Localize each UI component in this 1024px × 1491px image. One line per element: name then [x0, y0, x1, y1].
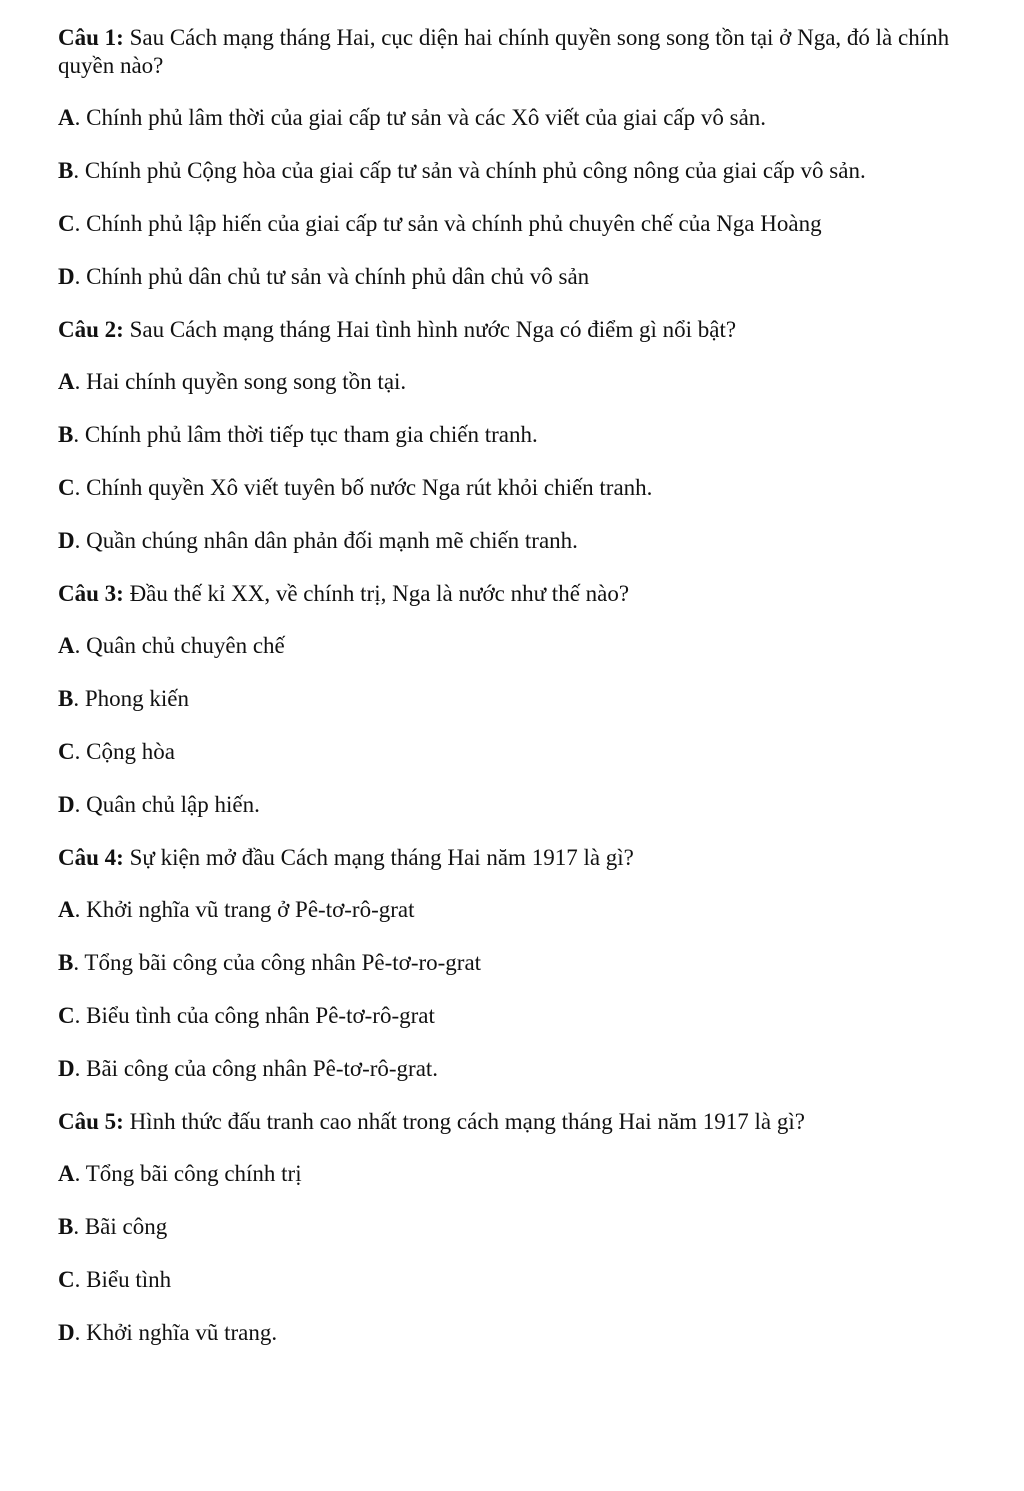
option-letter: B: [58, 686, 74, 711]
question-5-stem: [58, 1108, 966, 1136]
option-a: [58, 632, 966, 660]
option-b: [58, 1213, 966, 1241]
question-1: [58, 24, 966, 291]
option-letter: B: [58, 1214, 74, 1239]
option-c: [58, 210, 966, 238]
question-2: [58, 316, 966, 555]
option-a: [58, 896, 966, 924]
option-letter: C: [58, 1267, 75, 1292]
option-text: . Chính phủ lập hiến của giai cấp tư sản và chính phủ chuyên chế của Nga Hoàng: [74, 211, 822, 236]
option-letter: A: [58, 897, 75, 922]
option-a: [58, 1160, 966, 1188]
option-text: . Phong kiến: [73, 686, 189, 711]
option-letter: C: [58, 475, 75, 500]
option-letter: B: [58, 950, 74, 975]
option-letter: D: [58, 1320, 75, 1345]
option-text: . Chính phủ lâm thời tiếp tục tham gia chiến tranh.: [73, 422, 538, 447]
option-a: [58, 104, 966, 132]
option-b: [58, 157, 966, 185]
option-letter: B: [58, 422, 74, 447]
option-b: [58, 949, 966, 977]
question-3: [58, 580, 966, 819]
option-text: . Bãi công của công nhân Pê-tơ-rô-grat.: [74, 1056, 439, 1081]
question-2-stem: [58, 316, 966, 344]
option-text: . Khởi nghĩa vũ trang.: [74, 1320, 278, 1345]
option-text: . Hai chính quyền song song tồn tại.: [74, 369, 407, 394]
option-d: [58, 791, 966, 819]
option-text: . Tổng bãi công chính trị: [74, 1161, 302, 1186]
question-label: Câu 3:: [58, 581, 124, 606]
option-text: . Quần chúng nhân dân phản đối mạnh mẽ chiến tranh.: [74, 528, 578, 553]
question-text: Đầu thế kỉ XX, về chính trị, Nga là nước như thế nào?: [123, 581, 630, 606]
question-label: Câu 5:: [58, 1109, 124, 1134]
option-c: [58, 1266, 966, 1294]
option-a: [58, 368, 966, 396]
option-text: . Chính phủ dân chủ tư sản và chính phủ dân chủ vô sản: [74, 264, 590, 289]
option-text: . Tổng bãi công của công nhân Pê-tơ-ro-grat: [73, 950, 482, 975]
option-letter: D: [58, 792, 75, 817]
option-text: . Chính phủ Cộng hòa của giai cấp tư sản và chính phủ công nông của giai cấp vô sản.: [73, 158, 866, 183]
question-label: Câu 2:: [58, 317, 124, 342]
option-letter: B: [58, 158, 74, 183]
option-text: . Biểu tình của công nhân Pê-tơ-rô-grat: [74, 1003, 435, 1028]
option-letter: D: [58, 1056, 75, 1081]
option-letter: A: [58, 369, 75, 394]
question-text: Sau Cách mạng tháng Hai, cục diện hai chính quyền song song tồn tại ở Nga, đó là chính quyền nào?: [58, 25, 950, 78]
option-b: [58, 685, 966, 713]
option-d: [58, 1319, 966, 1347]
option-b: [58, 421, 966, 449]
question-label: Câu 1:: [58, 25, 124, 50]
option-text: . Khởi nghĩa vũ trang ở Pê-tơ-rô-grat: [74, 897, 415, 922]
option-c: [58, 474, 966, 502]
option-letter: C: [58, 739, 75, 764]
option-letter: A: [58, 1161, 75, 1186]
option-letter: C: [58, 211, 75, 236]
question-5: [58, 1108, 966, 1347]
question-label: Câu 4:: [58, 845, 124, 870]
option-text: . Quân chủ chuyên chế: [74, 633, 285, 658]
option-text: . Cộng hòa: [74, 739, 175, 764]
question-text: Sự kiện mở đầu Cách mạng tháng Hai năm 1917 là gì?: [123, 845, 634, 870]
question-4: [58, 844, 966, 1083]
option-letter: A: [58, 105, 75, 130]
option-text: . Bãi công: [73, 1214, 168, 1239]
option-c: [58, 1002, 966, 1030]
option-letter: A: [58, 633, 75, 658]
option-letter: D: [58, 264, 75, 289]
question-text: Hình thức đấu tranh cao nhất trong cách mạng tháng Hai năm 1917 là gì?: [123, 1109, 805, 1134]
question-1-stem: [58, 24, 966, 80]
option-d: [58, 1055, 966, 1083]
option-text: . Chính quyền Xô viết tuyên bố nước Nga rút khỏi chiến tranh.: [74, 475, 653, 500]
option-c: [58, 738, 966, 766]
option-letter: C: [58, 1003, 75, 1028]
option-d: [58, 263, 966, 291]
option-text: . Quân chủ lập hiến.: [74, 792, 260, 817]
option-letter: D: [58, 528, 75, 553]
option-text: . Biểu tình: [74, 1267, 172, 1292]
question-4-stem: [58, 844, 966, 872]
option-text: . Chính phủ lâm thời của giai cấp tư sản và các Xô viết của giai cấp vô sản.: [74, 105, 767, 130]
question-text: Sau Cách mạng tháng Hai tình hình nước Nga có điểm gì nổi bật?: [123, 317, 737, 342]
option-d: [58, 527, 966, 555]
question-3-stem: [58, 580, 966, 608]
